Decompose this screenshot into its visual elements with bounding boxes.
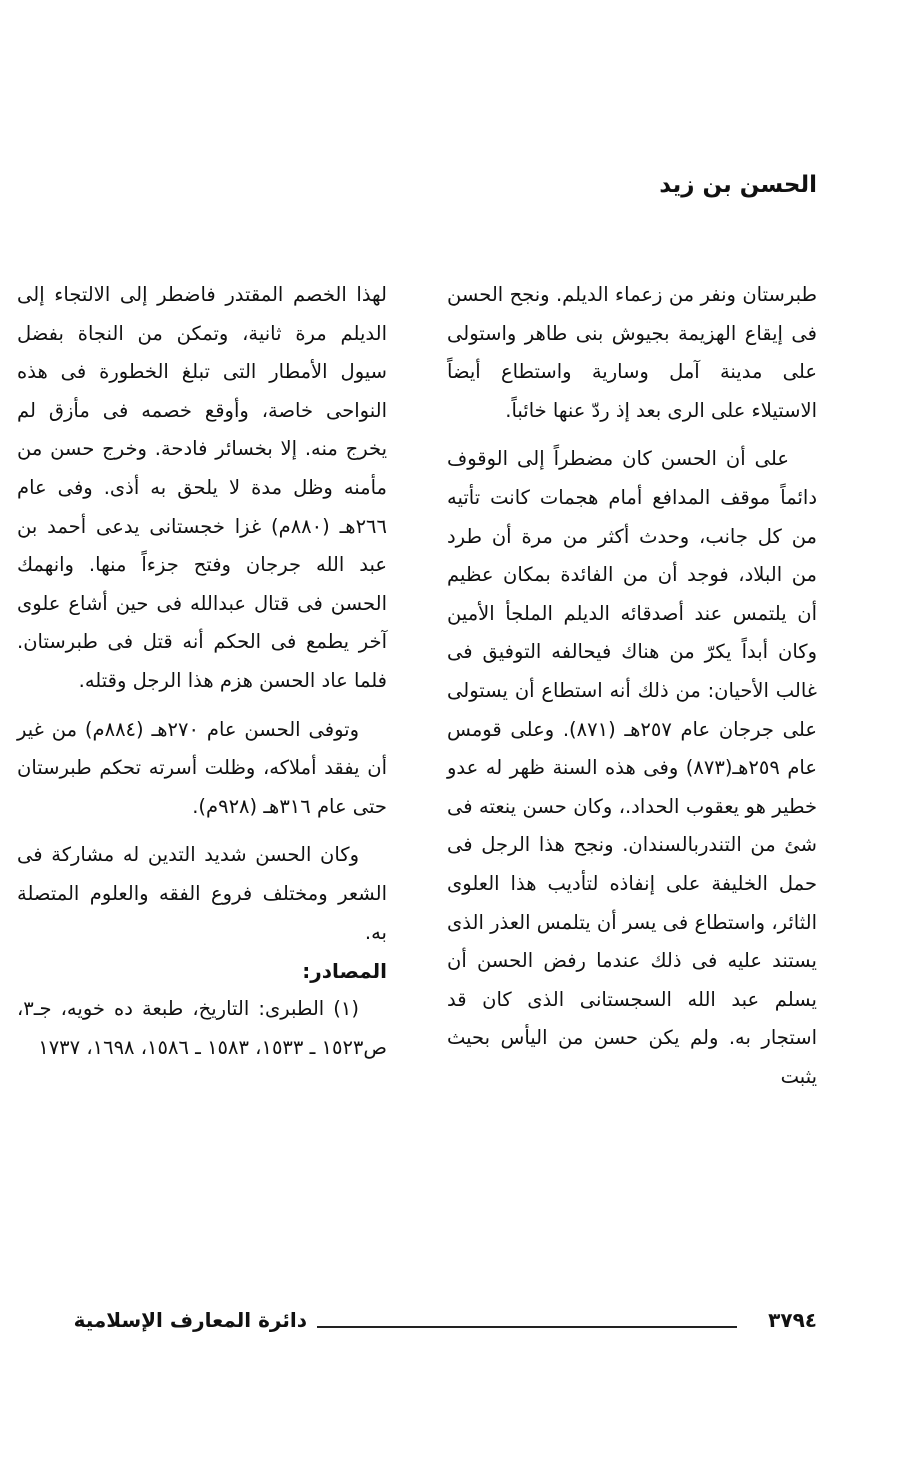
body-paragraph: لهذا الخصم المقتدر فاضطر إلى الالتجاء إلى الديلم مرة ثانية، وتمكن من النجاة بفضل سيول الأمطار التى تبلغ الخطورة فى هذه النواحى خاصة، وأوقع خصمه فى مأزق لم يخرج منه. إلا بخسائر فادحة. وخرج حسن من مأمنه وظل مدة لا يلحق به أذى. وفى عام ٢٦٦هـ (٨٨٠م) غزا خجستانى يدعى أحمد بن عبد الله جرجان وفتح جزءاً منها. وانهمك الحسن فى قتال عبدالله فى حين أشاع علوى آخر يطمع فى الحكم أنه قتل فى طبرستان. فلما عاد الحسن هزم هذا الرجل وقتله. xyxy=(17,283,387,692)
text-column-right xyxy=(447,276,817,1096)
body-paragraph: طبرستان ونفر من زعماء الديلم. ونجح الحسن فى إيقاع الهزيمة بجيوش بنى طاهر واستولى على مدينة آمل وسارية واستطاع أيضاً الاستيلاء على الرى بعد إذ ردّ عنها خائباً. xyxy=(447,283,817,422)
source-entry: (١) الطبرى: التاريخ، طبعة ده خويه، جـ٣، ص١٥٢٣ ـ ١٥٣٣، ١٥٨٣ ـ ١٥٨٦، ١٦٩٨، ١٧٣٧ xyxy=(17,997,387,1059)
text-column-left xyxy=(17,276,387,1067)
page-footer xyxy=(17,1300,817,1340)
running-header-title: الحسن بن زيد xyxy=(659,172,817,198)
footer-divider xyxy=(317,1326,737,1328)
page-number: ٣٧٩٤ xyxy=(768,1308,817,1332)
body-paragraph: وتوفى الحسن عام ٢٧٠هـ (٨٨٤م) من غير أن يفقد أملاكه، وظلت أسرته تحكم طبرستان حتى عام ٣١٦هـ (٩٢٨م). xyxy=(17,717,387,818)
publication-title: دائرة المعارف الإسلامية xyxy=(73,1308,307,1332)
body-paragraph: على أن الحسن كان مضطراً إلى الوقوف دائماً موقف المدافع أمام هجمات كانت تأتيه من كل جانب، وحدث أكثر من مرة أن طرد من البلاد، فوجد أن من الفائدة بمكان عظيم أن يلتمس عند أصدقائه الديلم الملجأ الأمين وكان أبداً يكرّ من هناك فيحالفه التوفيق فى غالب الأحيان: من ذلك أنه استطاع أن يستولى على جرجان عام ٢٥٧هـ (٨٧١). وعلى قومس عام ٢٥٩هـ(٨٧٣) وفى هذه السنة ظهر له عدو خطير هو يعقوب الحداد.، وكان حسن ينعته فى شئ من التندربالسندان. ونجح هذا الرجل فى حمل الخليفة على إنفاذه لتأديب هذا العلوى الثائر، واستطاع فى يسر أن يتلمس العذر الذى يستند عليه فى ذلك عندما رفض الحسن أن يسلم عبد الله السجستانى الذى كان قد استجار به. ولم يكن حسن من اليأس بحيث يثبت xyxy=(447,447,817,1088)
body-paragraph: وكان الحسن شديد التدين له مشاركة فى الشعر ومختلف فروع الفقه والعلوم المتصلة به. xyxy=(17,843,387,944)
sources-heading: المصادر: xyxy=(302,959,387,984)
